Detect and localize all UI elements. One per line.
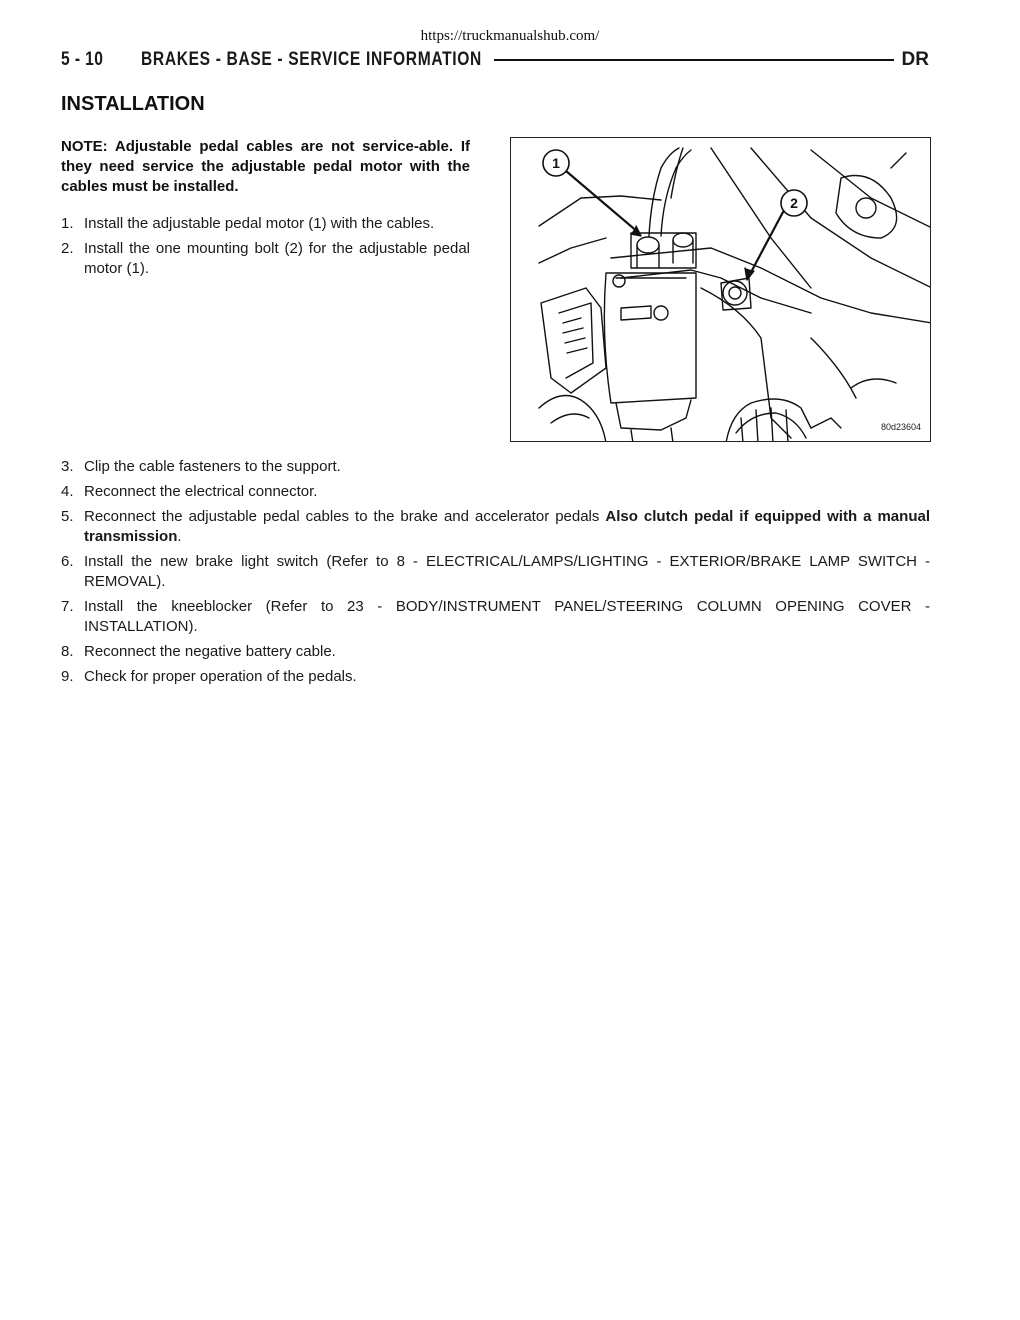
callout-1: 1 [552, 155, 560, 171]
step-text: Reconnect the adjustable pedal cables to the brake and accelerator pedals [84, 508, 606, 525]
callout-2: 2 [790, 195, 798, 211]
step-number: 8. [61, 643, 74, 660]
note-text: NOTE: Adjustable pedal cables are not service-able. If they need service the adjustable pedal motor with the cables must be installed. [61, 138, 470, 195]
step-text-rich [84, 507, 930, 547]
step-text: Reconnect the negative battery cable. [84, 643, 336, 660]
header-rule [494, 59, 894, 61]
model-code: DR [901, 49, 929, 70]
section-heading: INSTALLATION [61, 93, 205, 115]
list-item [61, 482, 930, 502]
list-item [61, 667, 930, 687]
step-number: 2. [61, 240, 74, 257]
step-number: 5. [61, 508, 74, 525]
section-title: BRAKES - BASE - SERVICE INFORMATION [141, 49, 482, 70]
list-item [61, 457, 930, 477]
list-item [61, 552, 930, 592]
step-number: 4. [61, 483, 74, 500]
list-item [61, 507, 930, 547]
list-item [61, 239, 470, 279]
step-text: Install the kneeblocker (Refer to 23 - BODY/INSTRUMENT PANEL/STEERING COLUMN OPENING COVER - INSTALLATION). [84, 598, 930, 635]
step-text: Install the adjustable pedal motor (1) with the cables. [84, 215, 435, 232]
list-item [61, 642, 930, 662]
pedal-motor-figure [510, 137, 931, 442]
page-header [61, 48, 929, 72]
pedal-motor-illustration [511, 138, 931, 442]
step-text: Install the new brake light switch (Refer to 8 - ELECTRICAL/LAMPS/LIGHTING - EXTERIOR/BRAKE LAMP SWITCH - REMOVAL). [84, 553, 930, 590]
page-number: 5 - 10 [61, 49, 104, 70]
step-text: Clip the cable fasteners to the support. [84, 458, 341, 475]
step-text: Reconnect the electrical connector. [84, 483, 318, 500]
source-url: https://truckmanualshub.com/ [420, 28, 600, 44]
steps-list-bottom [61, 457, 930, 692]
step-number: 1. [61, 215, 74, 232]
step-text-bold: Also clutch pedal if equipped with a manual transmission [84, 508, 930, 545]
step-number: 3. [61, 458, 74, 475]
steps-list-top [61, 214, 470, 284]
step-text: Install the one mounting bolt (2) for the adjustable pedal motor (1). [84, 240, 470, 277]
list-item [61, 597, 930, 637]
step-number: 6. [61, 553, 74, 570]
step-text: Check for proper operation of the pedals. [84, 668, 357, 685]
step-number: 9. [61, 668, 74, 685]
step-number: 7. [61, 598, 74, 615]
figure-id: 80d23604 [880, 422, 921, 432]
step-text-after: . [177, 528, 182, 545]
list-item [61, 214, 470, 234]
